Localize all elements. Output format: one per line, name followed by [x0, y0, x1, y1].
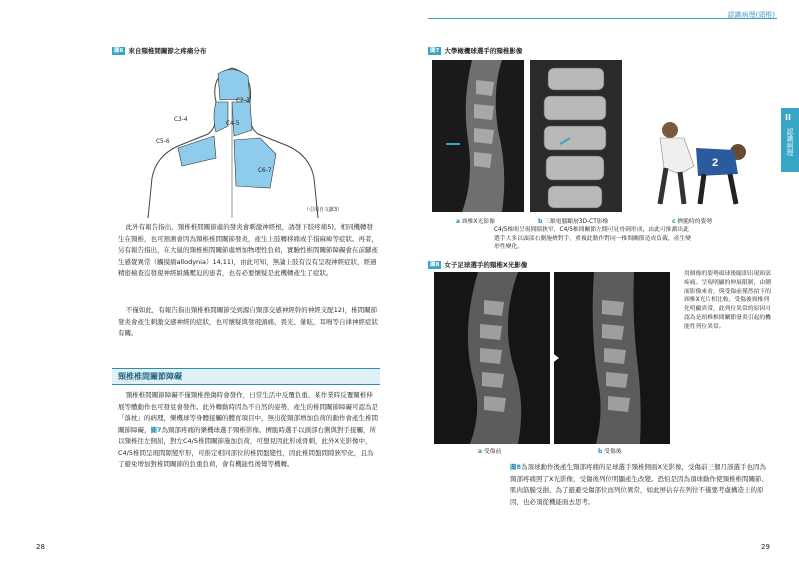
page-number-left: 28 [36, 543, 45, 551]
fig8-side-note: 用個像的姿勢頭球後隨即出現頸部疼痛。呈現明顯的伸展限制，由側面影像來看，與受傷前僅然拍下的頸椎X光片相比較，受傷後頸椎列化明顯異常，此列位異常的原因可認為是頸椎椎間關節發炎引起的機能性列位異常。 [684, 271, 771, 330]
side-tab-num: II [785, 113, 791, 122]
fig8-paragraph-body [510, 462, 772, 508]
fig8b-text: 受傷後 [604, 449, 622, 455]
header-rule [428, 18, 777, 19]
svg-text:2: 2 [712, 157, 719, 169]
fig8-paragraph [510, 462, 772, 508]
fig8b-caption [598, 446, 622, 455]
fig7a-caption [456, 216, 495, 225]
dermatome-label-c67: C6-7 [258, 168, 272, 174]
fig8-reference[interactable]: 圖8 [510, 463, 522, 471]
paragraph-3-body [118, 390, 378, 471]
fig6-title: 來自頸椎間關節之疼痛分布 [128, 47, 207, 55]
fig8a-xray-before [434, 272, 550, 444]
paragraph-1 [118, 222, 378, 280]
fig7-reference[interactable]: 圖7 [150, 425, 162, 434]
dermatome-c45 [232, 102, 252, 136]
fig7c-scrum-photo [640, 112, 758, 212]
dermatome-label-c23: C2-3 [236, 98, 250, 104]
fig7-note: C4/5椎間呈現間隙狹窄，C4/5椎間關節左側可見骨刺形成，由此可推測出此選手大多以頭部右側施擠對手，重複此動作對同一椎間關節造成負載，產生變形性變化。 [494, 227, 692, 250]
paragraph-3 [118, 390, 378, 471]
section-heading [112, 368, 380, 385]
paragraph-3-tail: 為頸部疼痛的樂機球選手頸椎影像。擠脆時選手以頭部右側與對手接觸，所以頸椎往左側屈，對左C4/5椎間關節施加負荷，可想見因此形成骨刺，此外X光影像中，C4/5椎間呈現間隙變窄形，可推定相同部位的椎間盤變性，因此椎間盤間隙狹窄化，且為了避免增加對椎間關節的負重負荷，會有機能性後彎等機轉。 [118, 425, 377, 468]
fig7c-text: 擠脆時的姿勢 [677, 219, 713, 225]
fig7-num: 圖7 [430, 47, 440, 54]
fig8a-caption [478, 446, 501, 455]
section-title: 頸椎椎間關節障礙 [118, 372, 182, 381]
fig8a-text: 受傷前 [483, 449, 502, 455]
paragraph-3-text: 頸椎椎間關節障礙不僅頸椎挫傷時會發作，日常生活中反覆負重、某作業時反覆關椎伸展等體動作也可發見會發作。此外轉動時因為不自然的姿勢，產生的椎間關節障礙可認為是「落枕」的病理，樂機球等身體接觸的體育項目中，無出從頸部增加負荷的動作會產生椎間關節障礙， [118, 391, 378, 434]
fig7a-mark: a [456, 218, 461, 225]
fig7b-caption [538, 216, 608, 225]
fig6-source: （引用自文獻3） [304, 207, 343, 213]
dermatome-label-c45: C4-5 [226, 121, 240, 127]
fig8-num: 圖8 [430, 261, 440, 268]
fig8-label [428, 260, 527, 269]
fig6-dermatome-figure [136, 58, 326, 218]
fig6-label [112, 46, 206, 55]
fig7c-caption [672, 216, 712, 225]
side-tab-text: 認識病理 [786, 128, 794, 156]
paragraph-1-text: 此外有報告指出，頸椎椎間關節處的發炎會刺激神經根，誘發下肢疼痛5)，相同機轉發生在頸椎，也可預測會因為頸椎椎間關節發炎，產生上肢轉移痛或手指麻痺等症狀。再者，另有報告指出，在大鼠的頸椎椎間關節處增加物理性負荷，實驗性椎間關節障礙會在前腳產生感覺異常（觸摸痛allodynia）14,11)，由此可知，無論上肢有沒有呈現神經症狀，經過精密檢查沒發現神經組織壓迫的患者，也有必要懷疑是此機轉產生了症狀。 [118, 223, 378, 277]
fig7-label [428, 46, 522, 55]
fig8a-mark: a [478, 448, 483, 455]
page-number-right: 29 [761, 543, 770, 551]
fig7b-3dct-image [530, 60, 622, 212]
fig8-title: 女子足球選手的頸椎X光影像 [444, 261, 528, 269]
dermatome-label-c56: C5-6 [156, 139, 170, 145]
fig8-paragraph-text: 為頂球動作後產生頸部疼痛的足球選手頸椎側面X光影像，受傷前三個月該選手也因為頸部疼痛照了X光影像，受傷後列位明顯產生改變。恐怕是因為頂球動作使頸椎椎間關節、肌肉筋膜受損，為了避避受傷部位而列位異常，如此屏佔存在列位不僅要考慮構造上的原因，也必須從機能面去思考。 [510, 463, 768, 506]
fig8b-mark: b [598, 448, 603, 455]
chapter-header: 認識病理(頸椎) [727, 11, 775, 19]
dermatome-label-c34: C3-4 [174, 117, 188, 123]
fig6-num: 圖6 [114, 47, 124, 54]
fig7-title: 大學橄欖球選手的頸椎影像 [444, 47, 523, 55]
fig7a-xray-image [432, 60, 524, 212]
fig7b-mark: b [538, 218, 543, 225]
fig7c-mark: c [672, 218, 676, 225]
paragraph-2 [118, 305, 378, 340]
fig8b-xray-after [554, 272, 670, 444]
fig8-arrow [551, 352, 559, 364]
fig7a-text: 頸椎X光影像 [461, 219, 495, 225]
fig7b-text: 三維電腦斷層3D-CT影像 [544, 219, 609, 225]
paragraph-2-text: 不僅如此，有報告指出頸椎椎間關節受到源自頸部交感神經幹的神經支配12)，椎間關節發炎會產生刺激交感神經的症狀，也可懷疑與發現頭痛、畏光、暈眩，耳鳴等自律神經症狀有關。 [118, 306, 378, 337]
